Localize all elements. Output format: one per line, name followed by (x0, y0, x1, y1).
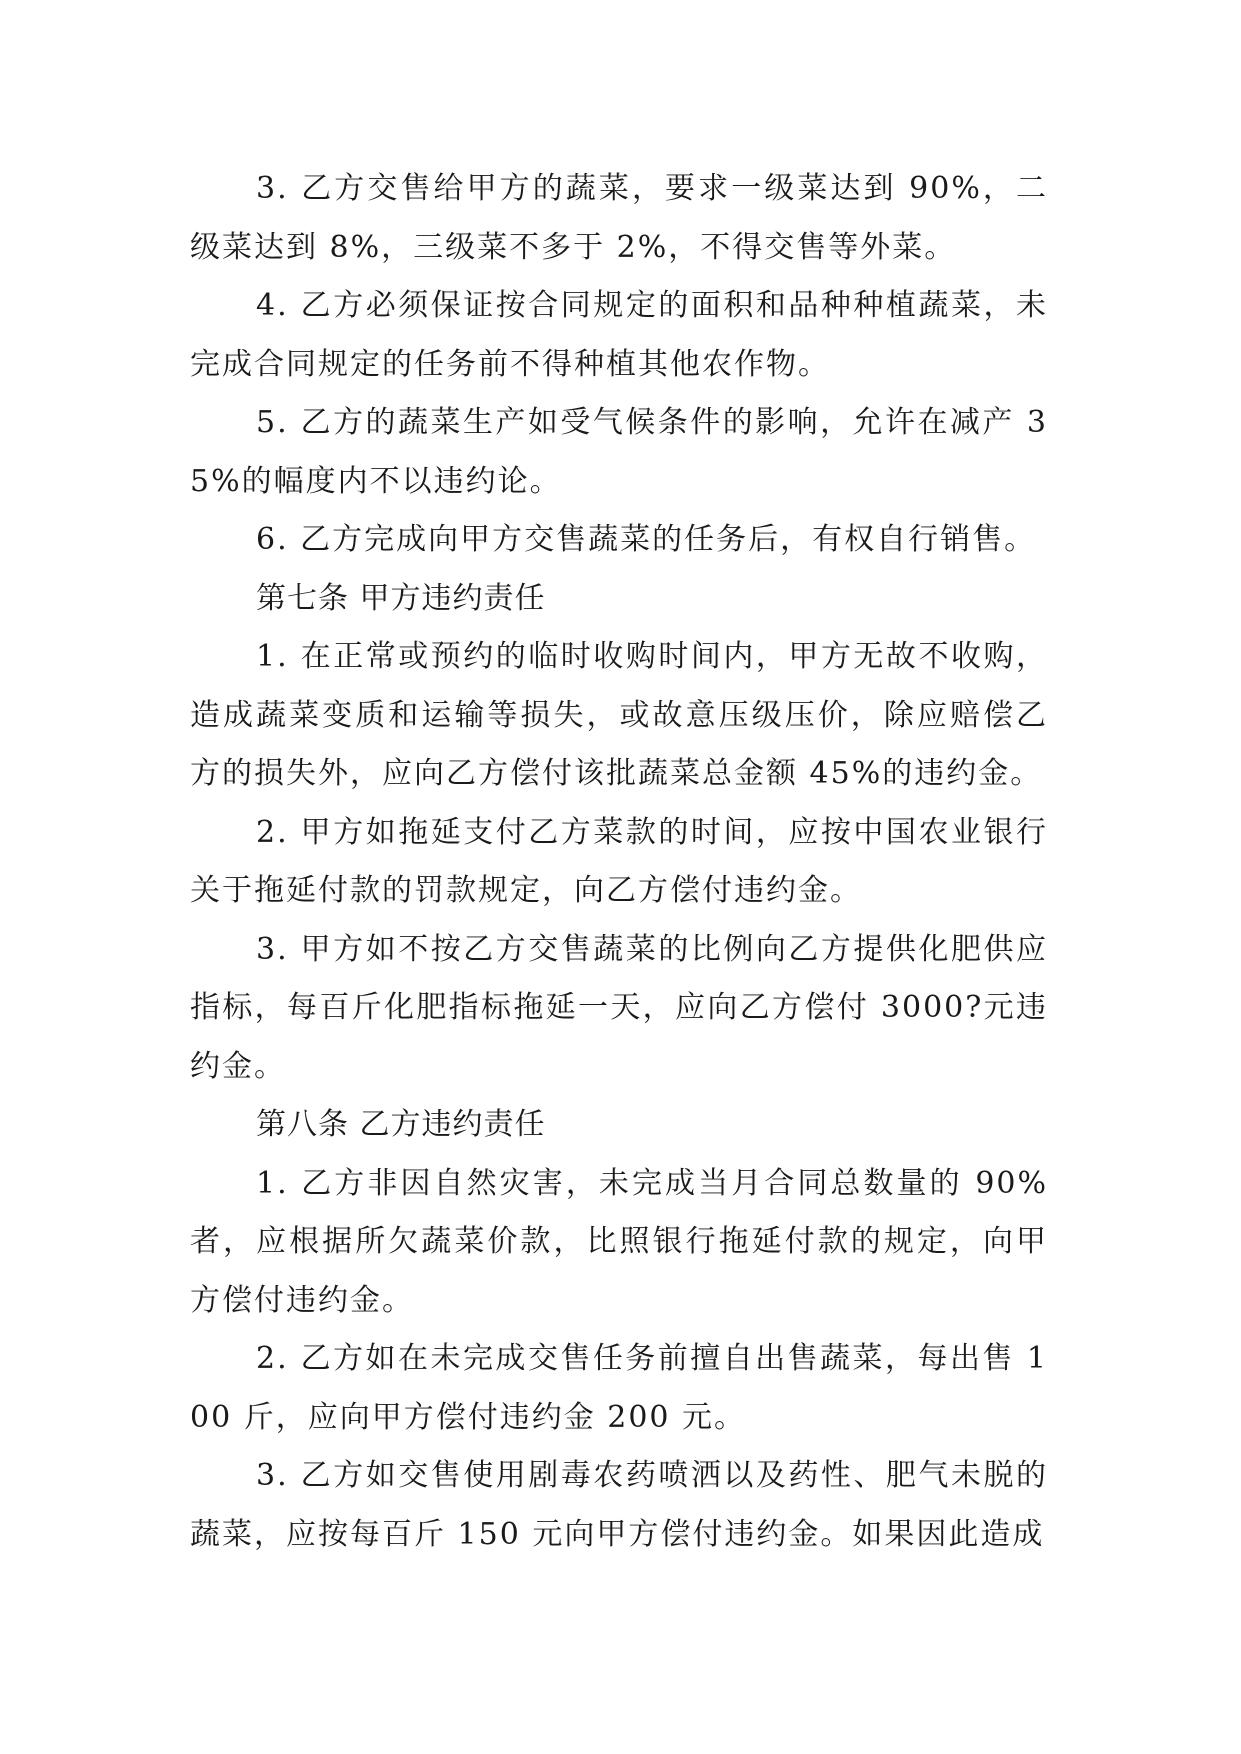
clause-paragraph: 5. 乙方的蔬菜生产如受气候条件的影响，允许在减产 35%的幅度内不以违约论。 (190, 405, 1048, 499)
document-body (190, 160, 1048, 1564)
clause-paragraph: 4. 乙方必须保证按合同规定的面积和品种种植蔬菜，未完成合同规定的任务前不得种植其他农作物。 (190, 288, 1048, 382)
clause-paragraph: 3. 乙方交售给甲方的蔬菜，要求一级菜达到 90%，二级菜达到 8%，三级菜不多于 2%，不得交售等外菜。 (190, 171, 1048, 265)
clause-paragraph: 2. 甲方如拖延支付乙方菜款的时间，应按中国农业银行关于拖延付款的罚款规定，向乙方偿付违约金。 (190, 814, 1048, 908)
article-heading: 第七条 甲方违约责任 (256, 580, 546, 616)
clause-paragraph: 3. 乙方如交售使用剧毒农药喷洒以及药性、肥气未脱的蔬菜，应按每百斤 150 元向甲方偿付违约金。如果因此造成 (190, 1458, 1048, 1552)
clause-paragraph: 1. 在正常或预约的临时收购时间内，甲方无故不收购，造成蔬菜变质和运输等损失，或故意压级压价，除应赔偿乙方的损失外，应向乙方偿付该批蔬菜总金额 45%的违约金。 (190, 639, 1048, 791)
clause-paragraph: 3. 甲方如不按乙方交售蔬菜的比例向乙方提供化肥供应指标，每百斤化肥指标拖延一天，应向乙方偿付 3000?元违约金。 (190, 931, 1048, 1084)
clause-paragraph: 1. 乙方非因自然灾害，未完成当月合同总数量的 90%者，应根据所欠蔬菜价款，比照银行拖延付款的规定，向甲方偿付违约金。 (190, 1165, 1048, 1318)
article-heading: 第八条 乙方违约责任 (256, 1107, 546, 1142)
clause-paragraph: 6. 乙方完成向甲方交售蔬菜的任务后，有权自行销售。 (256, 522, 1037, 557)
clause-paragraph: 2. 乙方如在未完成交售任务前擅自出售蔬菜，每出售 100 斤，应向甲方偿付违约金 200 元。 (190, 1341, 1048, 1435)
